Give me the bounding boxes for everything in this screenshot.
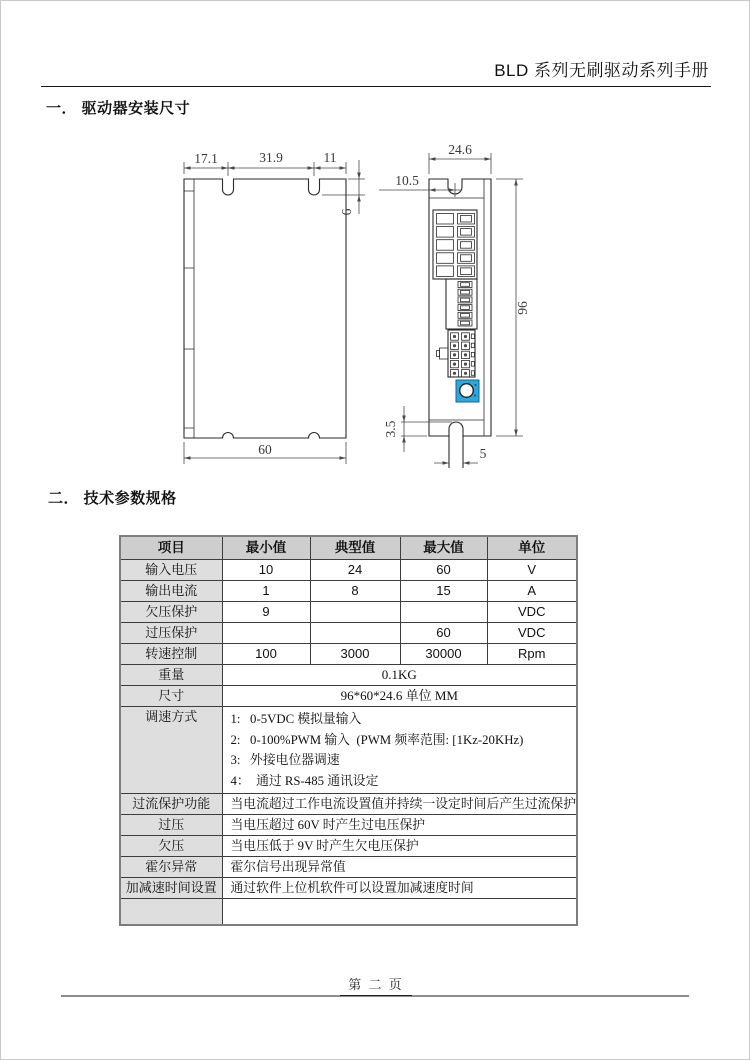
terminal-block-lower [446,279,477,329]
side-view-mounting-tab [449,422,463,468]
dim-front-hole-spacing: 31.9 [259,150,283,165]
table-row [120,686,577,707]
front-view-drawing [184,150,365,464]
cell-unit: Rpm [487,644,577,665]
cell-value: 96*60*24.6 单位 MM [222,686,577,707]
table-header-row [120,536,577,560]
cell-label: 转速控制 [120,644,222,665]
dim-front-hole-offset-right: 11 [323,150,337,165]
cell-description: 当电压超过 60V 时产生过电压保护 [222,815,577,836]
speed-mode-line: 1: 0-5VDC 模拟量输入 [230,712,362,726]
cell-label: 调速方式 [120,707,222,794]
table-row-empty [120,899,577,926]
page-number: 第 二 页 [340,974,412,996]
table-row [120,623,577,644]
cell-label: 过压 [120,815,222,836]
installation-dimension-drawings [151,126,561,476]
cell-max: 60 [400,623,487,644]
cell-unit: VDC [487,602,577,623]
cell-unit: A [487,581,577,602]
cell-label: 过压保护 [120,623,222,644]
cell-min: 9 [222,602,310,623]
cell-min: 1 [222,581,310,602]
page-footer [1,974,750,996]
table-row [120,581,577,602]
dim-front-hole-offset-left: 17.1 [194,151,218,166]
cell-label: 输出电流 [120,581,222,602]
table-row [120,560,577,581]
spec-table [119,535,578,926]
dim-front-width: 60 [258,442,272,457]
speed-mode-line: 3: 外接电位器调速 [230,753,340,767]
col-header-item: 项目 [120,536,222,560]
cell-max: 15 [400,581,487,602]
cell-min [222,623,310,644]
col-header-typical: 典型值 [310,536,400,560]
table-row [120,836,577,857]
cell-typical: 24 [310,560,400,581]
col-header-unit: 单位 [487,536,577,560]
cell-speed-mode-list [222,707,577,794]
table-row [120,665,577,686]
cell-description: 当电流超过工作电流设置值并持续一设定时间后产生过流保护 [222,794,577,815]
document-title: BLD 系列无刷驱动系列手册 [494,61,709,80]
table-row-speed-modes [120,707,577,794]
table-row [120,602,577,623]
speed-mode-line: 2: 0-100%PWM 输入 (PWM 频率范围: [1Kz-20KHz) [230,732,524,747]
cell-label: 重量 [120,665,222,686]
cell-max: 60 [400,560,487,581]
cell-label [120,899,222,926]
dim-side-notch-offset: 10.5 [395,173,419,188]
dim-side-tab-width: 5 [479,446,487,461]
cell-unit: VDC [487,623,577,644]
terminal-block-upper [433,210,477,279]
side-view-drawing [379,142,530,468]
cell-description: 通过软件上位机软件可以设置加减速度时间 [222,878,577,899]
cell-max [400,602,487,623]
cell-typical [310,623,400,644]
cell-min: 100 [222,644,310,665]
dim-front-slot-depth: 6 [339,208,354,216]
cell-description: 当电压低于 9V 时产生欠电压保护 [222,836,577,857]
cell-unit: V [487,560,577,581]
cell-max: 30000 [400,644,487,665]
potentiometer [456,380,479,402]
cell-label: 欠压 [120,836,222,857]
cell-typical: 8 [310,581,400,602]
cell-min: 10 [222,560,310,581]
section-1-heading: 一． 驱动器安装尺寸 [46,100,191,117]
dim-side-height: 96 [515,301,530,315]
dim-side-width: 24.6 [448,142,472,157]
front-view-outline [184,179,346,438]
header-rule [41,86,711,87]
section-2-heading: 二． 技术参数规格 [48,490,177,507]
cell-description [222,899,577,926]
table-row [120,815,577,836]
cell-value: 0.1KG [222,665,577,686]
cell-description: 霍尔信号出现异常值 [222,857,577,878]
cell-typical: 3000 [310,644,400,665]
col-header-max: 最大值 [400,536,487,560]
cell-label: 过流保护功能 [120,794,222,815]
table-row [120,644,577,665]
pin-connector [437,330,476,377]
front-view-side-strip [184,179,194,438]
dim-side-tab-offset: 3.5 [383,420,398,438]
cell-typical [310,602,400,623]
cell-label: 欠压保护 [120,602,222,623]
cell-label: 加减速时间设置 [120,878,222,899]
cell-label: 尺寸 [120,686,222,707]
table-row [120,878,577,899]
col-header-min: 最小值 [222,536,310,560]
speed-mode-line: 4： 通过 RS-485 通讯设定 [230,773,379,788]
table-row [120,794,577,815]
table-row [120,857,577,878]
cell-label: 霍尔异常 [120,857,222,878]
cell-label: 输入电压 [120,560,222,581]
